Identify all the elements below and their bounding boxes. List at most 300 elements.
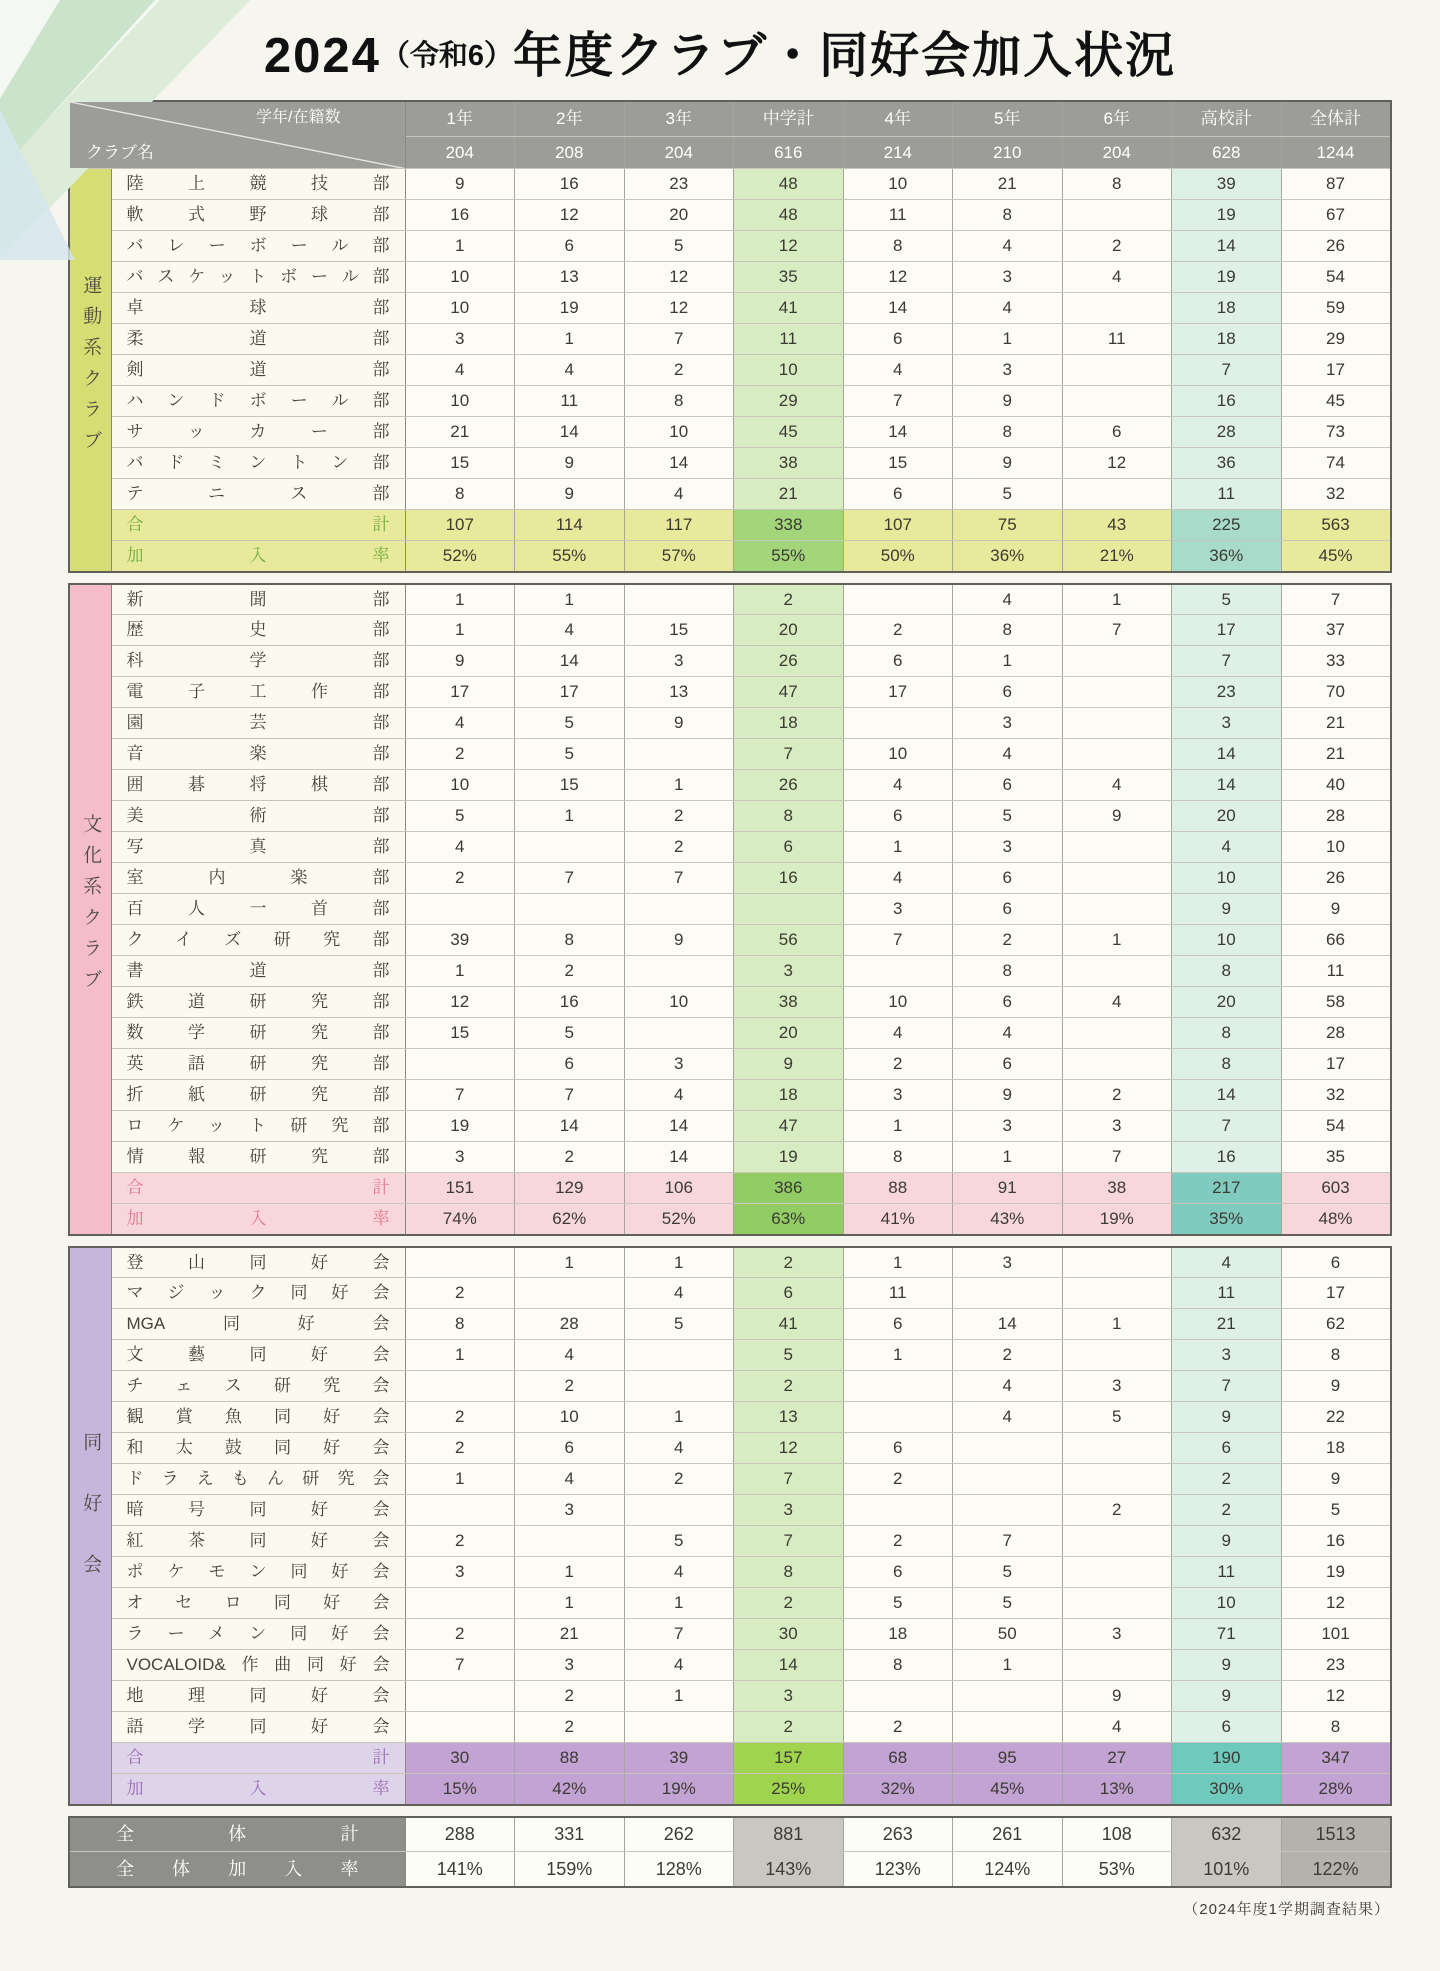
- value-cell: 38: [734, 448, 844, 479]
- club-name: 紅茶同好会: [111, 1526, 405, 1557]
- value-cell: 1: [953, 324, 1063, 355]
- club-row: [69, 770, 1391, 801]
- value-cell: 11: [734, 324, 844, 355]
- value-cell: 3: [515, 1495, 625, 1526]
- culture-section-table: [68, 583, 1392, 1236]
- value-cell: 3: [1062, 1111, 1172, 1142]
- value-cell: 1: [405, 1464, 515, 1495]
- value-cell: [953, 1464, 1063, 1495]
- club-row: [69, 1309, 1391, 1340]
- value-cell: 1: [843, 1340, 953, 1371]
- club-row: [69, 708, 1391, 739]
- value-cell: 28: [1172, 417, 1282, 448]
- value-cell: 23: [1172, 677, 1282, 708]
- value-cell: 7: [1172, 1371, 1282, 1402]
- value-cell: 4: [1062, 262, 1172, 293]
- value-cell: 48%: [1281, 1204, 1391, 1235]
- grand-value-cell: 881: [734, 1817, 844, 1852]
- value-cell: 45%: [1281, 541, 1391, 572]
- value-cell: 6: [843, 324, 953, 355]
- value-cell: 4: [515, 1340, 625, 1371]
- value-cell: 32: [1281, 1080, 1391, 1111]
- value-cell: 7: [624, 1619, 734, 1650]
- value-cell: 12: [1062, 448, 1172, 479]
- value-cell: 20: [1172, 987, 1282, 1018]
- value-cell: 4: [953, 739, 1063, 770]
- club-row: [69, 1018, 1391, 1049]
- value-cell: [405, 1588, 515, 1619]
- club-name: 観賞魚同好会: [111, 1402, 405, 1433]
- value-cell: 6: [843, 1309, 953, 1340]
- value-cell: 15: [624, 615, 734, 646]
- value-cell: 36: [1172, 448, 1282, 479]
- value-cell: [1062, 1588, 1172, 1619]
- col-header-jhs-total: 中学計: [734, 101, 844, 137]
- value-cell: 42%: [515, 1774, 625, 1805]
- value-cell: 19: [1281, 1557, 1391, 1588]
- value-cell: 4: [953, 1018, 1063, 1049]
- club-name: 柔道部: [111, 324, 405, 355]
- value-cell: 4: [1062, 770, 1172, 801]
- value-cell: 47: [734, 677, 844, 708]
- value-cell: 1: [843, 1247, 953, 1278]
- value-cell: 2: [405, 739, 515, 770]
- col-header-grade2: 2年: [515, 101, 625, 137]
- value-cell: 45%: [953, 1774, 1063, 1805]
- section-label-text: 運動系クラブ: [80, 275, 102, 462]
- value-cell: 14: [515, 417, 625, 448]
- title-year: 2024: [263, 29, 381, 83]
- value-cell: 7: [843, 386, 953, 417]
- value-cell: [624, 894, 734, 925]
- value-cell: 4: [405, 355, 515, 386]
- value-cell: 30%: [1172, 1774, 1282, 1805]
- value-cell: 4: [1172, 1247, 1282, 1278]
- value-cell: 1: [1062, 1309, 1172, 1340]
- enrollment-grade5: 210: [953, 137, 1063, 169]
- value-cell: 18: [734, 1080, 844, 1111]
- value-cell: 1: [405, 1340, 515, 1371]
- value-cell: 2: [624, 832, 734, 863]
- grand-value-cell: 101%: [1172, 1852, 1282, 1887]
- value-cell: 12: [624, 293, 734, 324]
- club-name: ロケット研究部: [111, 1111, 405, 1142]
- value-cell: 1: [843, 1111, 953, 1142]
- value-cell: 6: [953, 863, 1063, 894]
- value-cell: 88: [843, 1173, 953, 1204]
- club-name: 軟式野球部: [111, 200, 405, 231]
- value-cell: [405, 1712, 515, 1743]
- value-cell: 14: [734, 1650, 844, 1681]
- value-cell: 4: [843, 863, 953, 894]
- value-cell: [405, 894, 515, 925]
- value-cell: 43: [1062, 510, 1172, 541]
- value-cell: 13: [624, 677, 734, 708]
- value-cell: 11: [1172, 479, 1282, 510]
- value-cell: 4: [843, 770, 953, 801]
- dokokai-rate-row: [69, 1774, 1391, 1805]
- value-cell: 9: [1281, 1464, 1391, 1495]
- value-cell: 1: [624, 1247, 734, 1278]
- value-cell: 3: [953, 832, 1063, 863]
- value-cell: 4: [953, 1402, 1063, 1433]
- value-cell: [624, 1340, 734, 1371]
- value-cell: 19: [515, 293, 625, 324]
- value-cell: [843, 584, 953, 615]
- value-cell: 6: [843, 801, 953, 832]
- club-row: [69, 1111, 1391, 1142]
- value-cell: 5: [953, 1588, 1063, 1619]
- value-cell: 8: [953, 615, 1063, 646]
- value-cell: [1062, 293, 1172, 324]
- value-cell: 1: [624, 1588, 734, 1619]
- value-cell: 2: [843, 1464, 953, 1495]
- value-cell: 2: [734, 584, 844, 615]
- value-cell: 2: [1062, 231, 1172, 262]
- value-cell: 39: [405, 925, 515, 956]
- value-cell: [1062, 1247, 1172, 1278]
- value-cell: 50: [953, 1619, 1063, 1650]
- value-cell: 66: [1281, 925, 1391, 956]
- value-cell: 13%: [1062, 1774, 1172, 1805]
- value-cell: 12: [843, 262, 953, 293]
- value-cell: 2: [953, 1340, 1063, 1371]
- section-label-text: 文化系クラブ: [80, 814, 102, 1001]
- value-cell: 6: [953, 987, 1063, 1018]
- culture-total-row: [69, 1173, 1391, 1204]
- enrollment-grade2: 208: [515, 137, 625, 169]
- value-cell: 8: [953, 956, 1063, 987]
- value-cell: 1: [515, 801, 625, 832]
- value-cell: 4: [405, 832, 515, 863]
- value-cell: 2: [1172, 1495, 1282, 1526]
- value-cell: 19: [1172, 200, 1282, 231]
- value-cell: 2: [405, 1619, 515, 1650]
- value-cell: 26: [1281, 231, 1391, 262]
- value-cell: 1: [624, 770, 734, 801]
- grand-value-cell: 122%: [1281, 1852, 1391, 1887]
- club-name: 登山同好会: [111, 1247, 405, 1278]
- title-era: （令和6）: [380, 40, 514, 72]
- value-cell: [624, 1371, 734, 1402]
- row-label: 合計: [111, 510, 405, 541]
- value-cell: 1: [1062, 584, 1172, 615]
- value-cell: 12: [1281, 1588, 1391, 1619]
- club-name: 和太鼓同好会: [111, 1433, 405, 1464]
- value-cell: 9: [1172, 1402, 1282, 1433]
- value-cell: 16: [734, 863, 844, 894]
- value-cell: [624, 739, 734, 770]
- value-cell: [624, 956, 734, 987]
- club-name: ハンドボール部: [111, 386, 405, 417]
- value-cell: 190: [1172, 1743, 1282, 1774]
- value-cell: 4: [624, 1278, 734, 1309]
- value-cell: 2: [624, 801, 734, 832]
- club-row: [69, 1619, 1391, 1650]
- value-cell: 9: [953, 386, 1063, 417]
- footnote: （2024年度1学期調査結果）: [1183, 1900, 1390, 1918]
- club-name: 地理同好会: [111, 1681, 405, 1712]
- value-cell: 26: [734, 646, 844, 677]
- value-cell: 14: [843, 293, 953, 324]
- value-cell: 14: [515, 646, 625, 677]
- value-cell: 9: [734, 1049, 844, 1080]
- value-cell: 6: [515, 1049, 625, 1080]
- value-cell: 17: [1281, 1278, 1391, 1309]
- club-name: 暗号同好会: [111, 1495, 405, 1526]
- value-cell: [1062, 1650, 1172, 1681]
- sports-total-row: [69, 510, 1391, 541]
- grand-value-cell: 262: [624, 1817, 734, 1852]
- club-name: 語学同好会: [111, 1712, 405, 1743]
- value-cell: 2: [953, 925, 1063, 956]
- value-cell: 4: [1172, 832, 1282, 863]
- club-row: [69, 231, 1391, 262]
- grand-value-cell: 261: [953, 1817, 1063, 1852]
- club-name: 園芸部: [111, 708, 405, 739]
- value-cell: 10: [843, 169, 953, 200]
- value-cell: 18: [734, 708, 844, 739]
- value-cell: 347: [1281, 1743, 1391, 1774]
- value-cell: 14: [1172, 231, 1282, 262]
- value-cell: [405, 1049, 515, 1080]
- value-cell: 1: [624, 1402, 734, 1433]
- club-name: クイズ研究部: [111, 925, 405, 956]
- value-cell: 6: [515, 231, 625, 262]
- value-cell: 106: [624, 1173, 734, 1204]
- club-row: [69, 1049, 1391, 1080]
- grand-value-cell: 159%: [515, 1852, 625, 1887]
- club-row: [69, 1712, 1391, 1743]
- value-cell: 8: [1172, 956, 1282, 987]
- value-cell: 8: [1281, 1340, 1391, 1371]
- value-cell: 14: [953, 1309, 1063, 1340]
- value-cell: [843, 1495, 953, 1526]
- value-cell: 74: [1281, 448, 1391, 479]
- value-cell: 15: [515, 770, 625, 801]
- value-cell: 19: [1172, 262, 1282, 293]
- value-cell: 36%: [953, 541, 1063, 572]
- club-row: [69, 584, 1391, 615]
- value-cell: 3: [1062, 1371, 1172, 1402]
- value-cell: 16: [1281, 1526, 1391, 1557]
- club-row: [69, 863, 1391, 894]
- enrollment-grand-total: 1244: [1281, 137, 1391, 169]
- value-cell: 19%: [1062, 1204, 1172, 1235]
- club-name: 剣道部: [111, 355, 405, 386]
- club-row: [69, 262, 1391, 293]
- club-name: 歴史部: [111, 615, 405, 646]
- value-cell: 7: [1172, 355, 1282, 386]
- value-cell: 63%: [734, 1204, 844, 1235]
- value-cell: 4: [1062, 1712, 1172, 1743]
- value-cell: 7: [734, 1526, 844, 1557]
- table-corner-cell: [69, 101, 405, 169]
- value-cell: 29: [734, 386, 844, 417]
- value-cell: 8: [405, 1309, 515, 1340]
- club-row: [69, 417, 1391, 448]
- club-row: [69, 1495, 1391, 1526]
- value-cell: 41: [734, 293, 844, 324]
- value-cell: 5: [1062, 1402, 1172, 1433]
- value-cell: 30: [734, 1619, 844, 1650]
- value-cell: 5: [624, 1309, 734, 1340]
- value-cell: 8: [1281, 1712, 1391, 1743]
- value-cell: 40: [1281, 770, 1391, 801]
- value-cell: 67: [1281, 200, 1391, 231]
- value-cell: 8: [405, 479, 515, 510]
- sports-section-table: [68, 100, 1392, 573]
- value-cell: 19: [734, 1142, 844, 1173]
- value-cell: 4: [515, 1464, 625, 1495]
- grand-row-label: 全体加入率: [69, 1852, 405, 1887]
- value-cell: [1062, 479, 1172, 510]
- value-cell: 1: [953, 1650, 1063, 1681]
- value-cell: 21: [1281, 739, 1391, 770]
- value-cell: [1062, 386, 1172, 417]
- value-cell: 10: [405, 386, 515, 417]
- value-cell: [405, 1681, 515, 1712]
- club-name: 陸上競技部: [111, 169, 405, 200]
- dokokai-total-row: [69, 1743, 1391, 1774]
- value-cell: 21: [1281, 708, 1391, 739]
- value-cell: 9: [405, 646, 515, 677]
- value-cell: 2: [515, 1371, 625, 1402]
- value-cell: 47: [734, 1111, 844, 1142]
- value-cell: 6: [953, 770, 1063, 801]
- value-cell: [843, 956, 953, 987]
- col-header-grade3: 3年: [624, 101, 734, 137]
- value-cell: 16: [1172, 386, 1282, 417]
- value-cell: 6: [1172, 1712, 1282, 1743]
- value-cell: [1062, 200, 1172, 231]
- col-header-grade6: 6年: [1062, 101, 1172, 137]
- value-cell: 54: [1281, 262, 1391, 293]
- value-cell: [1062, 863, 1172, 894]
- value-cell: 9: [405, 169, 515, 200]
- value-cell: 117: [624, 510, 734, 541]
- value-cell: 33: [1281, 646, 1391, 677]
- value-cell: 4: [515, 615, 625, 646]
- value-cell: 3: [405, 324, 515, 355]
- value-cell: 2: [405, 1402, 515, 1433]
- value-cell: 1: [1062, 925, 1172, 956]
- value-cell: 26: [734, 770, 844, 801]
- value-cell: 9: [1062, 1681, 1172, 1712]
- value-cell: 6: [953, 894, 1063, 925]
- value-cell: [1062, 646, 1172, 677]
- value-cell: [843, 1371, 953, 1402]
- value-cell: 107: [405, 510, 515, 541]
- corner-label-grade: 学年/在籍数: [256, 108, 341, 126]
- value-cell: 1: [405, 584, 515, 615]
- grand-value-cell: 263: [843, 1817, 953, 1852]
- club-name: ラーメン同好会: [111, 1619, 405, 1650]
- value-cell: 5: [624, 231, 734, 262]
- value-cell: [1062, 1464, 1172, 1495]
- value-cell: 129: [515, 1173, 625, 1204]
- value-cell: 3: [515, 1650, 625, 1681]
- row-label: 合計: [111, 1173, 405, 1204]
- club-name: 囲碁将棋部: [111, 770, 405, 801]
- club-name: 文藝同好会: [111, 1340, 405, 1371]
- value-cell: 45: [734, 417, 844, 448]
- value-cell: 39: [1172, 169, 1282, 200]
- value-cell: 1: [953, 1142, 1063, 1173]
- value-cell: [843, 1681, 953, 1712]
- club-name: 鉄道研究部: [111, 987, 405, 1018]
- club-name: 情報研究部: [111, 1142, 405, 1173]
- value-cell: 7: [1062, 1142, 1172, 1173]
- value-cell: [1062, 739, 1172, 770]
- value-cell: 4: [953, 293, 1063, 324]
- value-cell: 4: [624, 1650, 734, 1681]
- value-cell: 38: [734, 987, 844, 1018]
- value-cell: 18: [1281, 1433, 1391, 1464]
- value-cell: 101: [1281, 1619, 1391, 1650]
- value-cell: 1: [515, 1588, 625, 1619]
- club-row: [69, 1340, 1391, 1371]
- club-row: [69, 987, 1391, 1018]
- value-cell: 9: [1172, 1650, 1282, 1681]
- value-cell: 21: [405, 417, 515, 448]
- value-cell: 26: [1281, 863, 1391, 894]
- row-label: 加入率: [111, 1204, 405, 1235]
- club-name: 数学研究部: [111, 1018, 405, 1049]
- table-header: [69, 101, 1391, 169]
- value-cell: 12: [734, 1433, 844, 1464]
- value-cell: 3: [1062, 1619, 1172, 1650]
- value-cell: 41: [734, 1309, 844, 1340]
- value-cell: 386: [734, 1173, 844, 1204]
- value-cell: 16: [405, 200, 515, 231]
- value-cell: 8: [515, 925, 625, 956]
- value-cell: 6: [843, 646, 953, 677]
- value-cell: 38: [1062, 1173, 1172, 1204]
- value-cell: 6: [734, 832, 844, 863]
- club-name: 科学部: [111, 646, 405, 677]
- value-cell: 10: [624, 417, 734, 448]
- value-cell: 21: [953, 169, 1063, 200]
- club-name: サッカー部: [111, 417, 405, 448]
- value-cell: 14: [1172, 770, 1282, 801]
- value-cell: 338: [734, 510, 844, 541]
- club-row: [69, 479, 1391, 510]
- value-cell: 5: [515, 708, 625, 739]
- value-cell: 12: [405, 987, 515, 1018]
- club-name: 音楽部: [111, 739, 405, 770]
- grand-value-cell: 108: [1062, 1817, 1172, 1852]
- value-cell: [515, 1278, 625, 1309]
- table-area: [68, 100, 1390, 1919]
- value-cell: 2: [515, 956, 625, 987]
- value-cell: 28: [1281, 1018, 1391, 1049]
- value-cell: 3: [734, 956, 844, 987]
- value-cell: 8: [734, 801, 844, 832]
- club-row: [69, 1557, 1391, 1588]
- value-cell: 75: [953, 510, 1063, 541]
- col-header-grade1: 1年: [405, 101, 515, 137]
- value-cell: [515, 1526, 625, 1557]
- value-cell: 9: [953, 448, 1063, 479]
- club-name: バドミントン部: [111, 448, 405, 479]
- value-cell: 7: [843, 925, 953, 956]
- grand-total-table: [68, 1816, 1392, 1888]
- value-cell: 10: [1172, 925, 1282, 956]
- value-cell: 2: [1062, 1495, 1172, 1526]
- value-cell: 7: [1281, 584, 1391, 615]
- value-cell: 35: [734, 262, 844, 293]
